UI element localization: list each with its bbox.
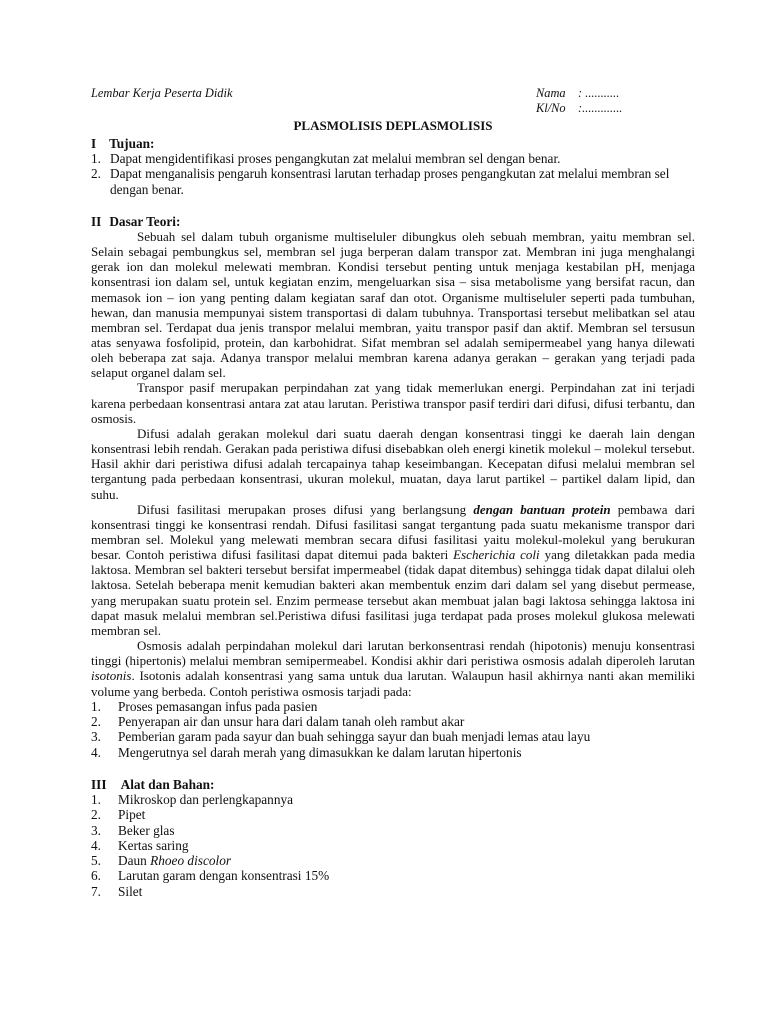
list-item [91,823,695,838]
text-run: Osmosis adalah perpindahan molekul dari larutan berkonsentrasi rendah (hipotonis) menuju konsentrasi tinggi (hipertonis) melalui membran semipermeabel. Kondisi akhir dari peristiwa osmosis adalah diperoleh larutan [91,638,695,669]
list-item [91,792,695,807]
list-item [91,699,695,714]
item-text: Proses pemasangan infus pada pasien [118,698,318,714]
item-text: Pemberian garam pada sayur dan buah sehingga sayur dan buah menjadi lemas atau layu [118,729,591,745]
emphasis-run: dengan bantuan protein [473,501,611,517]
species-name: Escherichia coli [453,547,540,563]
item-number: 2. [91,166,101,182]
text-run: pembawa dari konsentrasi tinggi ke konsentrasi rendah. Difusi fasilitasi sangat tergantung pada suatu mekanisme transpor dari membran sel. Molekul yang melewati membran secara difusi fasilitasi yaitu molekul-molekul yang berukuran besar. Contoh peristiwa difusi fasilitasi dapat ditemui pada bakteri [91,501,695,563]
item-number: 1. [91,151,101,166]
paragraph-membran-sel: Sebuah sel dalam tubuh organisme multiseluler dibungkus oleh sebuah membran, yaitu membran sel. Selain sebagai pembungkus sel, membran sel juga berperan dalam transpor zat. Membran ini juga menghalangi gerak ion dan molekul melewati membran. Kondisi tersebut penting untuk menjaga kestabilan pH, menjaga konsentrasi ion dalam sel, untuk kegiatan enzim, mengeluarkan sisa – sisa metabolisme yang bersifat racun, dan memasok ion – ion yang penting dalam kegiatan saraf dan otot. Organisme multiseluler seperti pada tumbuhan, hewan, dan manusia mempunyai sistem transportasi di dalam tubuhnya. Transportasi tersebut melibatkan sel atau membran sel. Terdapat dua jenis transpor melalui membran, yaitu transpor pasif dan aktif. Membran sel tersusun atas senyawa fosfolipid, protein, dan karbohidrat. Sifat membran sel adalah semipermeabel yang hanya dilewati oleh beberapa zat saja. Adanya transpor melalui membran karena adanya gerakan – gerakan yang terjadi pada selaput organel dalam sel. [91,228,695,381]
worksheet-page [91,86,695,899]
list-item [91,745,695,760]
paragraph-transpor-pasif: Transpor pasif merupakan perpindahan zat yang tidak memerlukan energi. Perpindahan zat ini terjadi karena perbedaan konsentrasi antara zat atau larutan. Peristiwa transpor pasif terdiri dari difusi, difusi terbantu, dan osmosis. [91,380,695,426]
class-number-label: Kl/No [536,101,566,115]
item-number: 4. [91,837,101,853]
section-title: Dasar Teori: [109,213,181,229]
list-item [91,729,695,744]
name-value: : ........... [578,86,620,100]
materials-list [91,792,695,899]
paragraph-difusi: Difusi adalah gerakan molekul dari suatu daerah dengan konsentrasi tinggi ke daerah lain dengan konsentrasi lebih rendah. Gerakan pada peristiwa difusi disebabkan oleh energi kinetik molekul – molekul tersebut. Hasil akhir dari peristiwa difusi adalah tercapainya tahap keseimbangan. Kecepatan difusi melalui membran sel tergantung pada perbedaan konsentrasi, ukuran molekul, muatan, daya larut partikel – partikel dalam lipid, dan suhu. [91,425,695,502]
section-number: III [91,776,107,792]
name-label: Nama [536,86,566,100]
document-title: PLASMOLISIS DEPLASMOLISIS [293,118,493,133]
paragraph-osmosis [91,638,695,699]
item-text: Dapat mengidentifikasi proses pengangkutan zat melalui membran sel dengan benar. [110,151,561,166]
list-item [91,714,695,729]
class-number-value: :............. [578,101,623,115]
item-text: Beker glas [118,822,175,838]
student-identity-block [536,86,622,116]
item-text: Daun [118,853,151,869]
item-text: Mengerutnya sel darah merah yang dimasukkan ke dalam larutan hipertonis [118,744,522,760]
worksheet-type-label: Lembar Kerja Peserta Didik [91,86,233,100]
item-number: 6. [91,868,101,884]
item-text: Mikroskop dan perlengkapannya [118,791,294,807]
term-isotonis: isotonis [91,668,132,684]
list-item [91,884,695,899]
text-run: Difusi fasilitasi merupakan proses difusi yang berlangsung [137,501,474,517]
list-item [91,166,695,197]
list-item [91,868,695,883]
item-number: 7. [91,883,101,899]
item-number: 1. [91,698,101,714]
section-heading-dasar-teori [91,214,695,229]
item-number: 2. [91,714,101,730]
class-number-row [536,101,622,116]
section-number: II [91,213,102,229]
item-number: 1. [91,791,101,807]
item-number: 3. [91,729,101,745]
species-name: Rhoeo discolor [150,853,232,869]
name-row [536,86,622,101]
item-text: Silet [118,883,143,899]
item-number: 5. [91,853,101,869]
item-text: Dapat menganalisis pengaruh konsentrasi larutan terhadap proses pengangkutan zat melalui membran sel dengan benar. [110,166,670,197]
item-text: Kertas saring [118,837,189,853]
objectives-list [91,151,695,197]
section-title: Tujuan: [109,136,155,151]
paragraph-difusi-fasilitasi [91,502,695,638]
item-number: 4. [91,744,101,760]
section-title: Alat dan Bahan: [120,776,215,792]
list-item [91,151,695,166]
list-item [91,853,695,868]
text-run: yang diletakkan pada media laktosa. Membran sel bakteri tersebut bersifat impermeabel (tidak dapat ditembus) sehingga tidak dapat dilalui oleh laktosa. Setelah beberapa menit kemudian bakteri akan membentuk enzim dari dalam sel yang disebut permease, yang merupakan suatu protein sel. Enzim permease tersebut akan membuat jalan bagi laktosa sehingga laktosa ini dapat masuk melalui membran sel.Peristiwa difusi fasilitasi juga terdapat pada proses molekul glukosa melewati membran sel. [91,547,695,638]
item-text: Pipet [118,807,146,823]
list-item [91,838,695,853]
item-text: Penyerapan air dan unsur hara dari dalam tanah oleh rambut akar [118,714,465,730]
section-heading-alat-bahan [91,777,695,792]
item-number: 2. [91,807,101,823]
list-item [91,807,695,822]
osmosis-examples-list [91,699,695,760]
section-number: I [91,136,97,151]
text-run: . Isotonis adalah konsentrasi yang sama untuk dua larutan. Walaupun hasil akhirnya nanti akan memiliki volume yang berbeda. Contoh peristiwa osmosis tarjadi pada: [91,668,695,699]
worksheet-header [91,86,695,118]
section-heading-tujuan [91,136,695,151]
item-text: Larutan garam dengan konsentrasi 15% [118,868,330,884]
item-number: 3. [91,822,101,838]
